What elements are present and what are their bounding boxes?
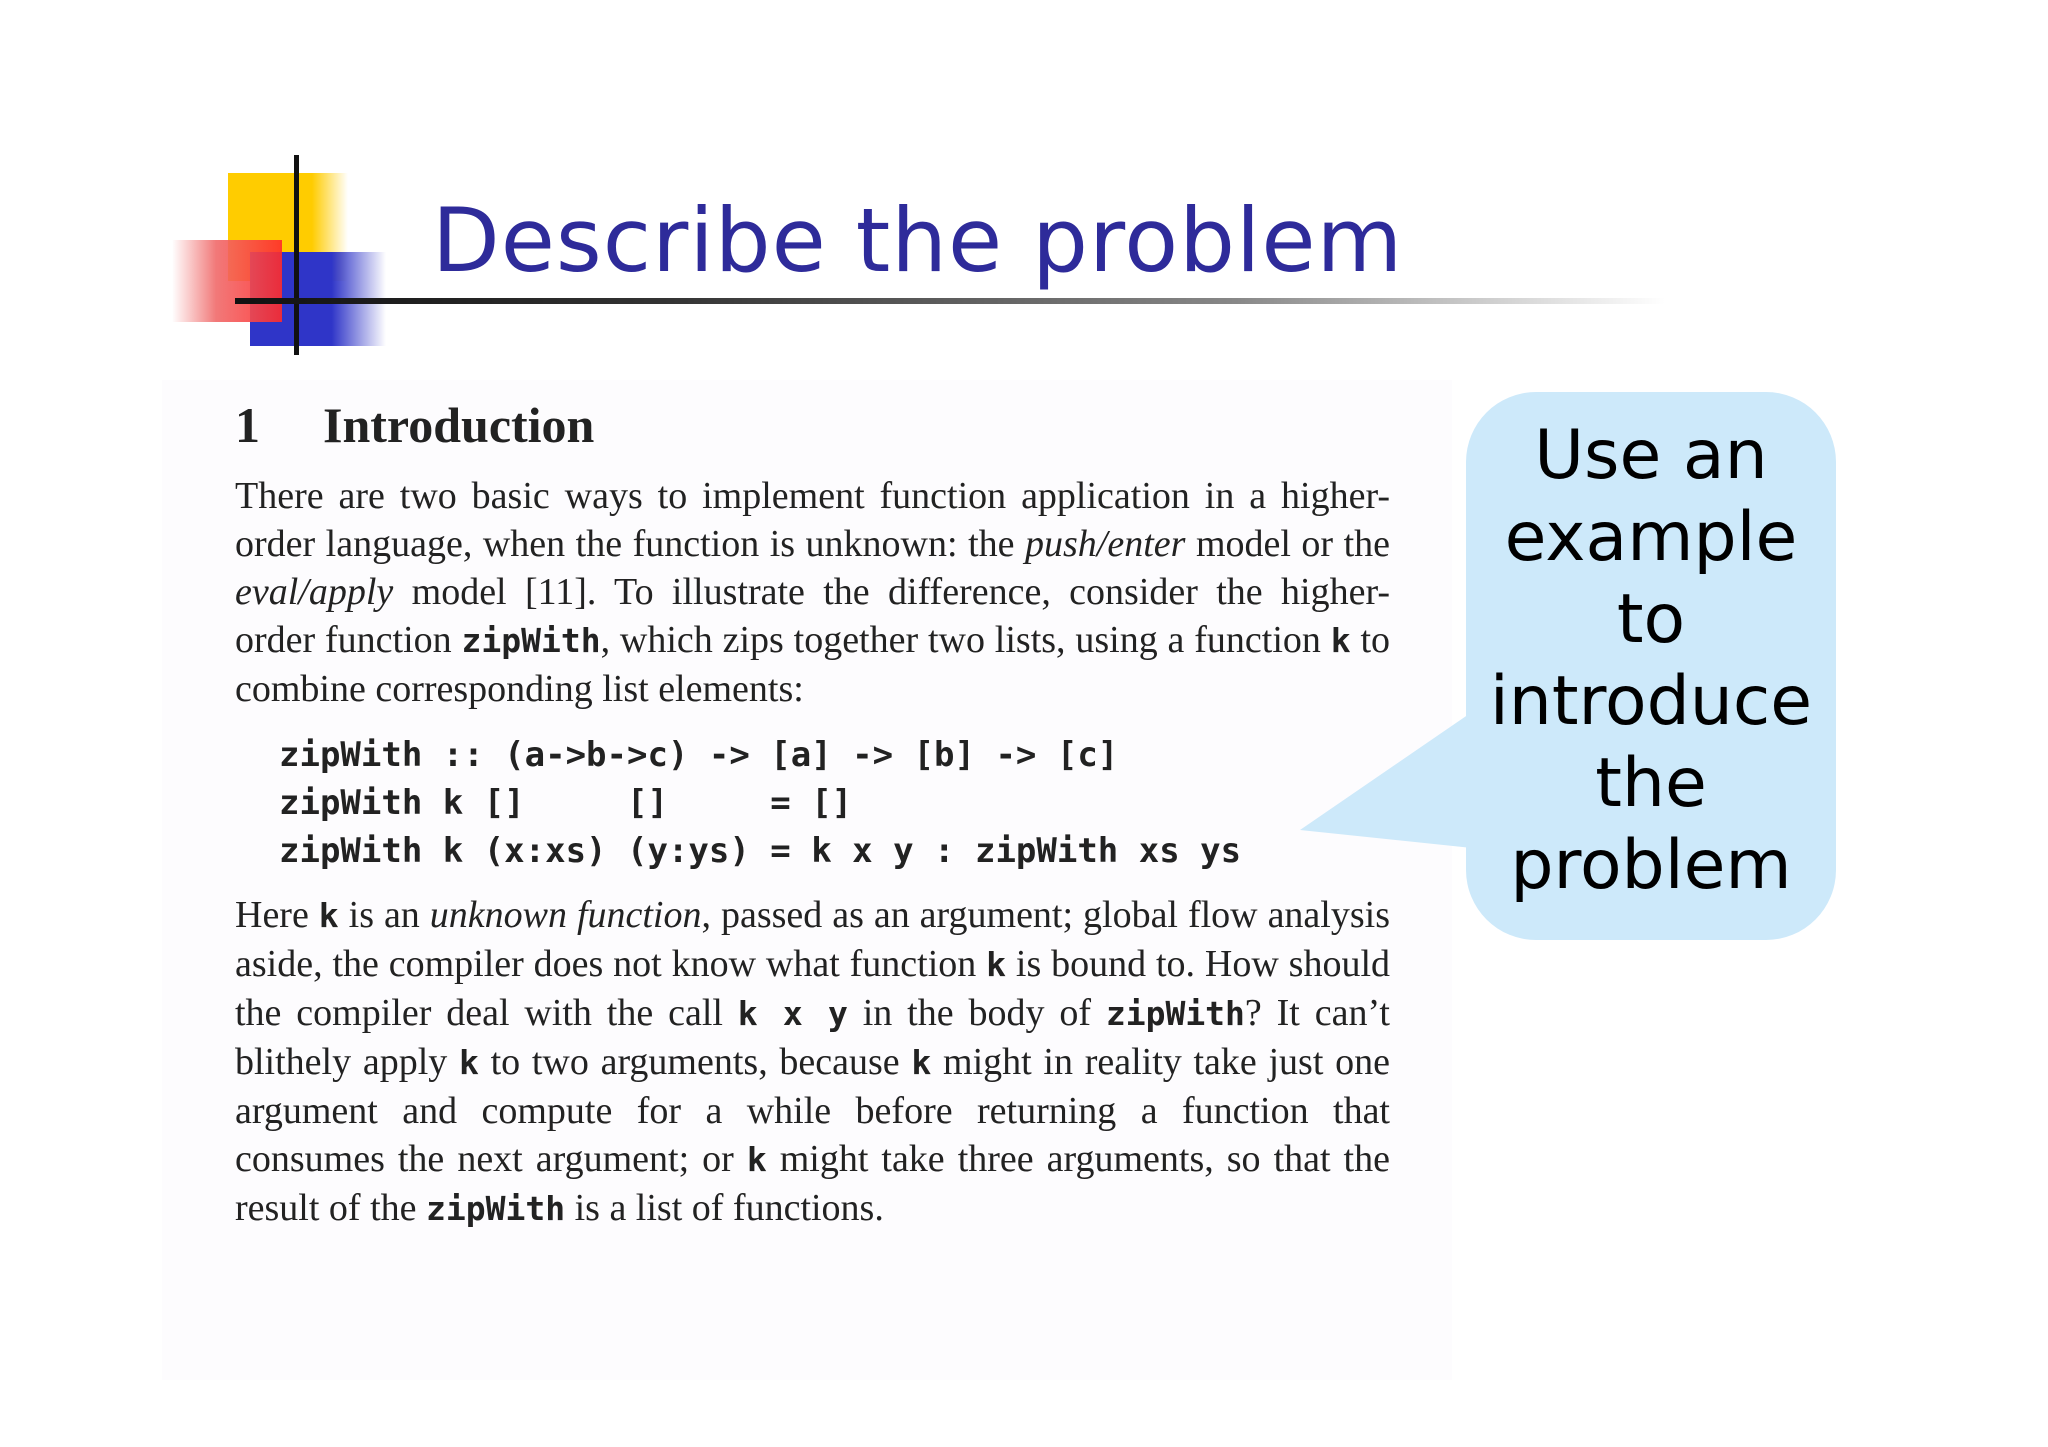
inline-code: k — [986, 945, 1007, 984]
text-run: model or the — [1185, 523, 1391, 565]
text-run: in the body of — [847, 992, 1106, 1034]
text-run: might take three arguments, so that the result of the — [235, 1138, 1390, 1229]
text-run: , which zips together two lists, using a function — [600, 619, 1331, 661]
text-run: is an — [338, 894, 430, 936]
inline-code: k — [1330, 621, 1351, 660]
callout-line: the — [1595, 744, 1707, 823]
inline-code: k — [458, 1043, 479, 1082]
inline-code: k — [318, 896, 339, 935]
text-run: model [11]. To illustrate the difference, consider the higher-order function — [235, 571, 1390, 661]
section-number: 1 — [235, 397, 260, 453]
text-run: ? It can’t blithely apply — [235, 992, 1390, 1083]
callout-text — [1466, 415, 1836, 907]
text-run: There are two basic ways to implement function application in a higher-order language, when the function is unknown: the — [235, 475, 1390, 565]
slide-title: Describe the problem — [432, 189, 1404, 292]
text-run: , passed as an argument; global flow analysis aside, the compiler does not know what function — [235, 894, 1390, 985]
inline-code: zipWith — [426, 1189, 566, 1228]
text-run-italic: eval/apply — [235, 571, 394, 613]
text-run: might in reality take just one argument and compute for a while before returning a function that consumes the next argument; or — [235, 1041, 1390, 1180]
text-run-italic: unknown function — [429, 894, 702, 936]
callout-line: Use an — [1534, 416, 1768, 495]
text-run: is a list of functions. — [565, 1187, 884, 1229]
code-line: zipWith k [] [] = [] — [279, 783, 853, 823]
inline-code: zipWith — [1105, 994, 1245, 1033]
callout-line: example — [1504, 498, 1798, 577]
text-run: to combine corresponding list elements: — [235, 619, 1390, 710]
callout-line: introduce — [1489, 662, 1813, 741]
callout-line: to — [1616, 580, 1686, 659]
inline-code: k — [746, 1140, 767, 1179]
code-line: zipWith k (x:xs) (y:ys) = k x y : zipWith xs ys — [279, 831, 1242, 871]
text-run: to two arguments, because — [478, 1041, 912, 1083]
text-run: is bound to. How should the compiler deal with the call — [235, 943, 1390, 1034]
text-run: Here — [235, 894, 319, 936]
inline-code: k x y — [737, 994, 848, 1033]
inline-code: k — [911, 1043, 932, 1082]
section-title: Introduction — [323, 397, 595, 453]
inline-code: zipWith — [461, 621, 601, 660]
text-run-italic: push/enter — [1025, 523, 1186, 565]
callout-line: problem — [1510, 826, 1792, 905]
code-line: zipWith :: (a->b->c) -> [a] -> [b] -> [c] — [279, 735, 1119, 775]
